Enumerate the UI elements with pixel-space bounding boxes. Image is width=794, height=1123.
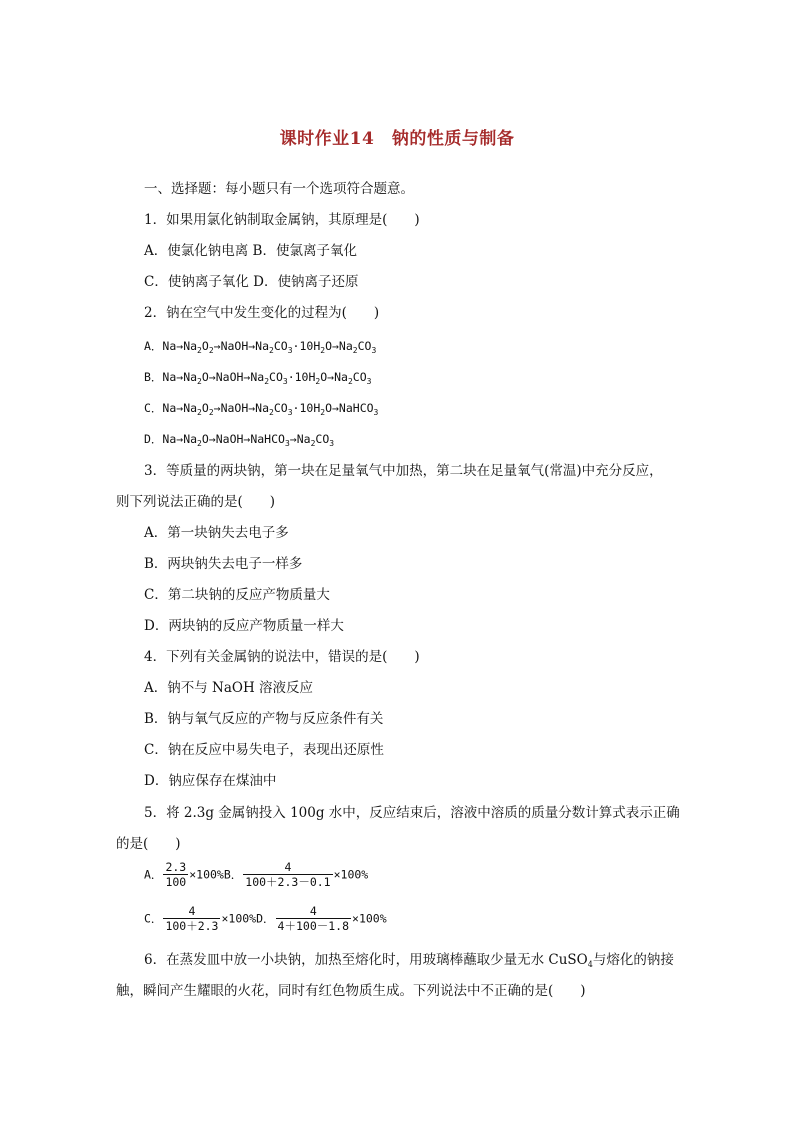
q5-stem-line2: 的是( ): [116, 836, 181, 852]
q6-stem-line1: 6．在蒸发皿中放一小块钠，加热至熔化时，用玻璃棒蘸取少量无水 CuSO$_4$与熔化的钠接: [144, 952, 674, 969]
q5-option-d-fraction: $\frac{4}{4+100-1.8}$: [277, 904, 350, 933]
q3-option-b: B．两块钠失去电子一样多: [144, 556, 303, 572]
q3-stem-line2: 则下列说法正确的是( ): [116, 494, 276, 510]
q4-option-c: C．钠在反应中易失电子，表现出还原性: [144, 742, 384, 758]
section-heading: 一、选择题：每小题只有一个选项符合题意。: [144, 181, 414, 197]
q1-options-ab: A．使氯化钠电离 B．使氯离子氧化: [144, 243, 357, 259]
q4-option-b: B．钠与氧气反应的产物与反应条件有关: [144, 711, 384, 727]
q5-option-d-label: D．: [256, 911, 275, 926]
q1-options-cd: C．使钠离子氧化 D．使钠离子还原: [144, 274, 359, 290]
q5-option-a-fraction: $\frac{2.3}{100}$: [165, 860, 187, 889]
q3-option-c: C．第二块钠的反应产物质量大: [144, 587, 330, 603]
q4-stem: 4．下列有关金属钠的说法中，错误的是( ): [144, 649, 420, 665]
q3-option-d: D．两块钠的反应产物质量一样大: [144, 618, 344, 634]
q3-option-a: A．第一块钠失去电子多: [144, 525, 289, 541]
q2-option-c: C．$Na\to Na_2O_2\to NaOH\to Na_2CO_3\cdot 10H_2O\to NaHCO_3$: [144, 401, 379, 417]
q5-option-c-fraction: $\frac{4}{100+2.3}$: [165, 904, 219, 933]
q5-stem-line1: 5．将 2.3g 金属钠投入 100g 水中，反应结束后，溶液中溶质的质量分数计算式表示正确: [144, 805, 680, 821]
q1-stem: 1．如果用氯化钠制取金属钠，其原理是( ): [144, 212, 420, 228]
q3-stem-line1: 3．等质量的两块钠，第一块在足量氧气中加热，第二块在足量氧气(常温)中充分反应，: [144, 463, 663, 479]
q2-option-b: B．$Na\to Na_2O\to NaOH\to Na_2CO_3\cdot 10H_2O\to Na_2CO_3$: [144, 370, 372, 386]
q5-option-c-label: C．: [144, 911, 163, 926]
q2-option-d: D．$Na\to Na_2O\to NaOH\to NaHCO_3\to Na_2CO_3$: [144, 432, 335, 448]
q5-option-a-label: A．: [144, 867, 163, 882]
q2-option-a: A．$Na\to Na_2O_2\to NaOH\to Na_2CO_3\cdot 10H_2O\to Na_2CO_3$: [144, 339, 377, 355]
q4-option-a: A．钠不与 NaOH 溶液反应: [144, 680, 314, 696]
q5-option-b-fraction: $\frac{4}{100+2.3-0.1}$: [245, 860, 331, 889]
q6-stem-line2: 触，瞬间产生耀眼的火花，同时有红色物质生成。下列说法中不正确的是( ): [116, 983, 586, 999]
q5-options-cd: C． $\frac{4}{100+2.3}$ ×100%D． $\frac{4}{4+100-1.8}$ ×100%: [144, 904, 387, 933]
page-title: 课时作业14 钠的性质与制备: [279, 129, 515, 149]
q2-stem: 2．钠在空气中发生变化的过程为( ): [144, 305, 380, 321]
q5-options-ab: A． $\frac{2.3}{100}$ ×100%B． $\frac{4}{100+2.3-0.1}$ ×100%: [144, 860, 369, 889]
q4-option-d: D．钠应保存在煤油中: [144, 773, 277, 789]
q5-option-b-label: B．: [223, 867, 243, 882]
